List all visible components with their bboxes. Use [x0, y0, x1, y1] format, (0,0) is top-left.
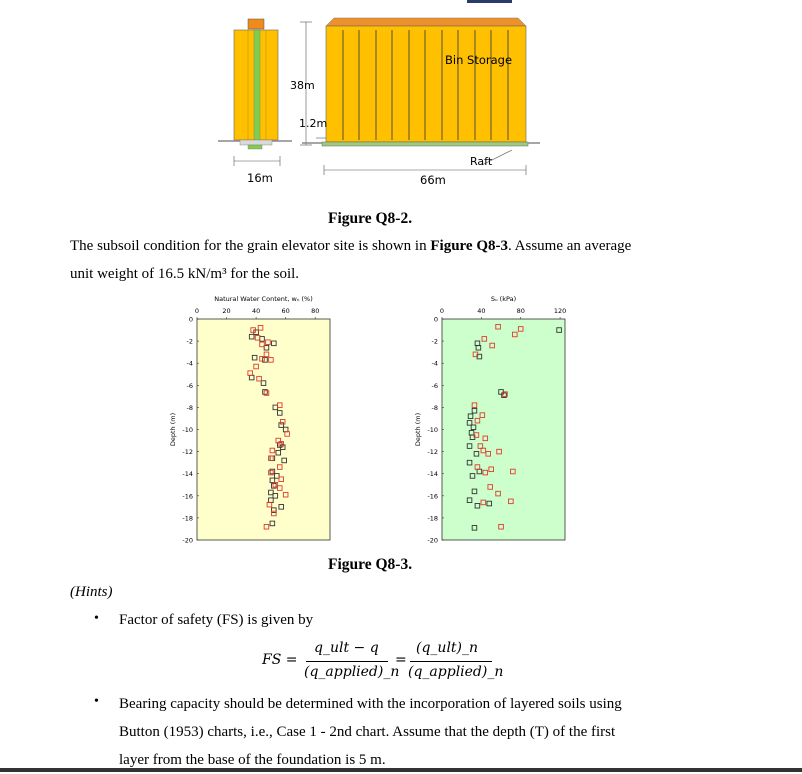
diagram-label-height: 38m — [290, 79, 315, 92]
formula-num-2: (q_ult)_n — [416, 640, 479, 656]
x-tick-label: 60 — [281, 307, 290, 315]
plot-area — [197, 319, 330, 540]
bullet-marker-1: • — [94, 611, 99, 626]
y-tick-label: -6 — [431, 381, 438, 390]
y-tick-label: -8 — [431, 403, 438, 412]
y-tick-label: -2 — [186, 337, 193, 346]
fs-formula — [262, 640, 504, 688]
hint-bullet-2 — [119, 690, 719, 774]
y-tick-label: -2 — [431, 337, 438, 346]
y-tick-label: -12 — [427, 448, 438, 457]
y-tick-label: -12 — [182, 448, 193, 457]
x-tick-label: 40 — [477, 307, 486, 315]
chart-title: Natural Water Content, wₙ (%) — [214, 295, 313, 303]
y-tick-label: -8 — [186, 403, 193, 412]
hint-bullet-2-line-3: layer from the base of the foundation is 5 m. — [119, 752, 386, 768]
x-tick-label: 0 — [439, 307, 445, 315]
x-tick-label: 80 — [516, 307, 525, 315]
y-tick-label: -10 — [182, 426, 193, 434]
y-tick-label: -14 — [182, 470, 193, 479]
y-axis-label: Depth (m) — [414, 412, 422, 447]
page-bottom-border — [0, 768, 802, 772]
formula-den-2: (q_applied)_n — [408, 664, 504, 680]
hint-bullet-2-line-1: Bearing capacity should be determined with the incorporation of layered soils using — [119, 696, 622, 712]
grain-elevator-diagram — [200, 0, 560, 200]
y-tick-label: -18 — [182, 514, 193, 523]
diagram-label-raft-depth: 1.2m — [299, 117, 328, 130]
x-tick-label: 80 — [311, 307, 320, 315]
paragraph-line-1: The subsoil condition for the grain elevator site is shown in Figure Q8-3. Assume an average — [70, 238, 632, 254]
chart-title: Sᵤ (kPa) — [490, 295, 517, 303]
hint-bullet-1: Factor of safety (FS) is given by — [119, 612, 314, 628]
hint-bullet-2-line-2: Button (1953) charts, i.e., Case 1 - 2nd chart. Assume that the depth (T) of the first — [119, 724, 616, 740]
y-tick-label: -20 — [427, 536, 438, 545]
water-content-chart — [165, 290, 350, 548]
y-tick-label: -4 — [431, 359, 438, 368]
formula-equals: = — [395, 652, 407, 668]
y-tick-label: 0 — [188, 315, 193, 324]
y-tick-label: -4 — [186, 359, 193, 368]
x-tick-label: 40 — [251, 307, 261, 315]
x-tick-label: 120 — [553, 307, 567, 315]
fraction-bar-1 — [306, 661, 388, 662]
x-tick-label: 0 — [194, 307, 200, 315]
diagram-label-raft: Raft — [470, 155, 493, 168]
paragraph-line-2: unit weight of 16.5 kN/m³ for the soil. — [70, 266, 300, 282]
subsoil-paragraph — [70, 232, 710, 288]
y-tick-label: -20 — [182, 536, 193, 545]
y-tick-label: -10 — [427, 426, 438, 434]
plot-area — [442, 319, 565, 540]
y-tick-label: -16 — [182, 492, 193, 501]
figure-q8-3-caption: Figure Q8-3. — [328, 556, 413, 573]
hints-title: (Hints) — [70, 584, 113, 600]
y-tick-label: -18 — [427, 514, 438, 523]
diagram-label-width-long: 66m — [420, 173, 446, 187]
shear-strength-chart — [395, 290, 575, 548]
figure-q8-2-caption: Figure Q8-2. — [328, 210, 413, 227]
x-tick-label: 20 — [222, 307, 231, 315]
fraction-bar-2 — [410, 661, 492, 662]
bullet-marker-2: • — [94, 694, 99, 709]
y-tick-label: -14 — [427, 470, 438, 479]
y-tick-label: 0 — [433, 315, 438, 324]
formula-den-1: (q_applied)_n — [304, 664, 400, 680]
diagram-label-width-short: 16m — [247, 171, 273, 185]
y-tick-label: -16 — [427, 492, 438, 501]
diagram-label-bin-storage: Bin Storage — [445, 53, 513, 67]
formula-num-1: q_ult − q — [314, 640, 379, 656]
y-axis-label: Depth (m) — [169, 412, 177, 447]
formula-lhs: FS = — [262, 652, 298, 668]
y-tick-label: -6 — [186, 381, 193, 390]
